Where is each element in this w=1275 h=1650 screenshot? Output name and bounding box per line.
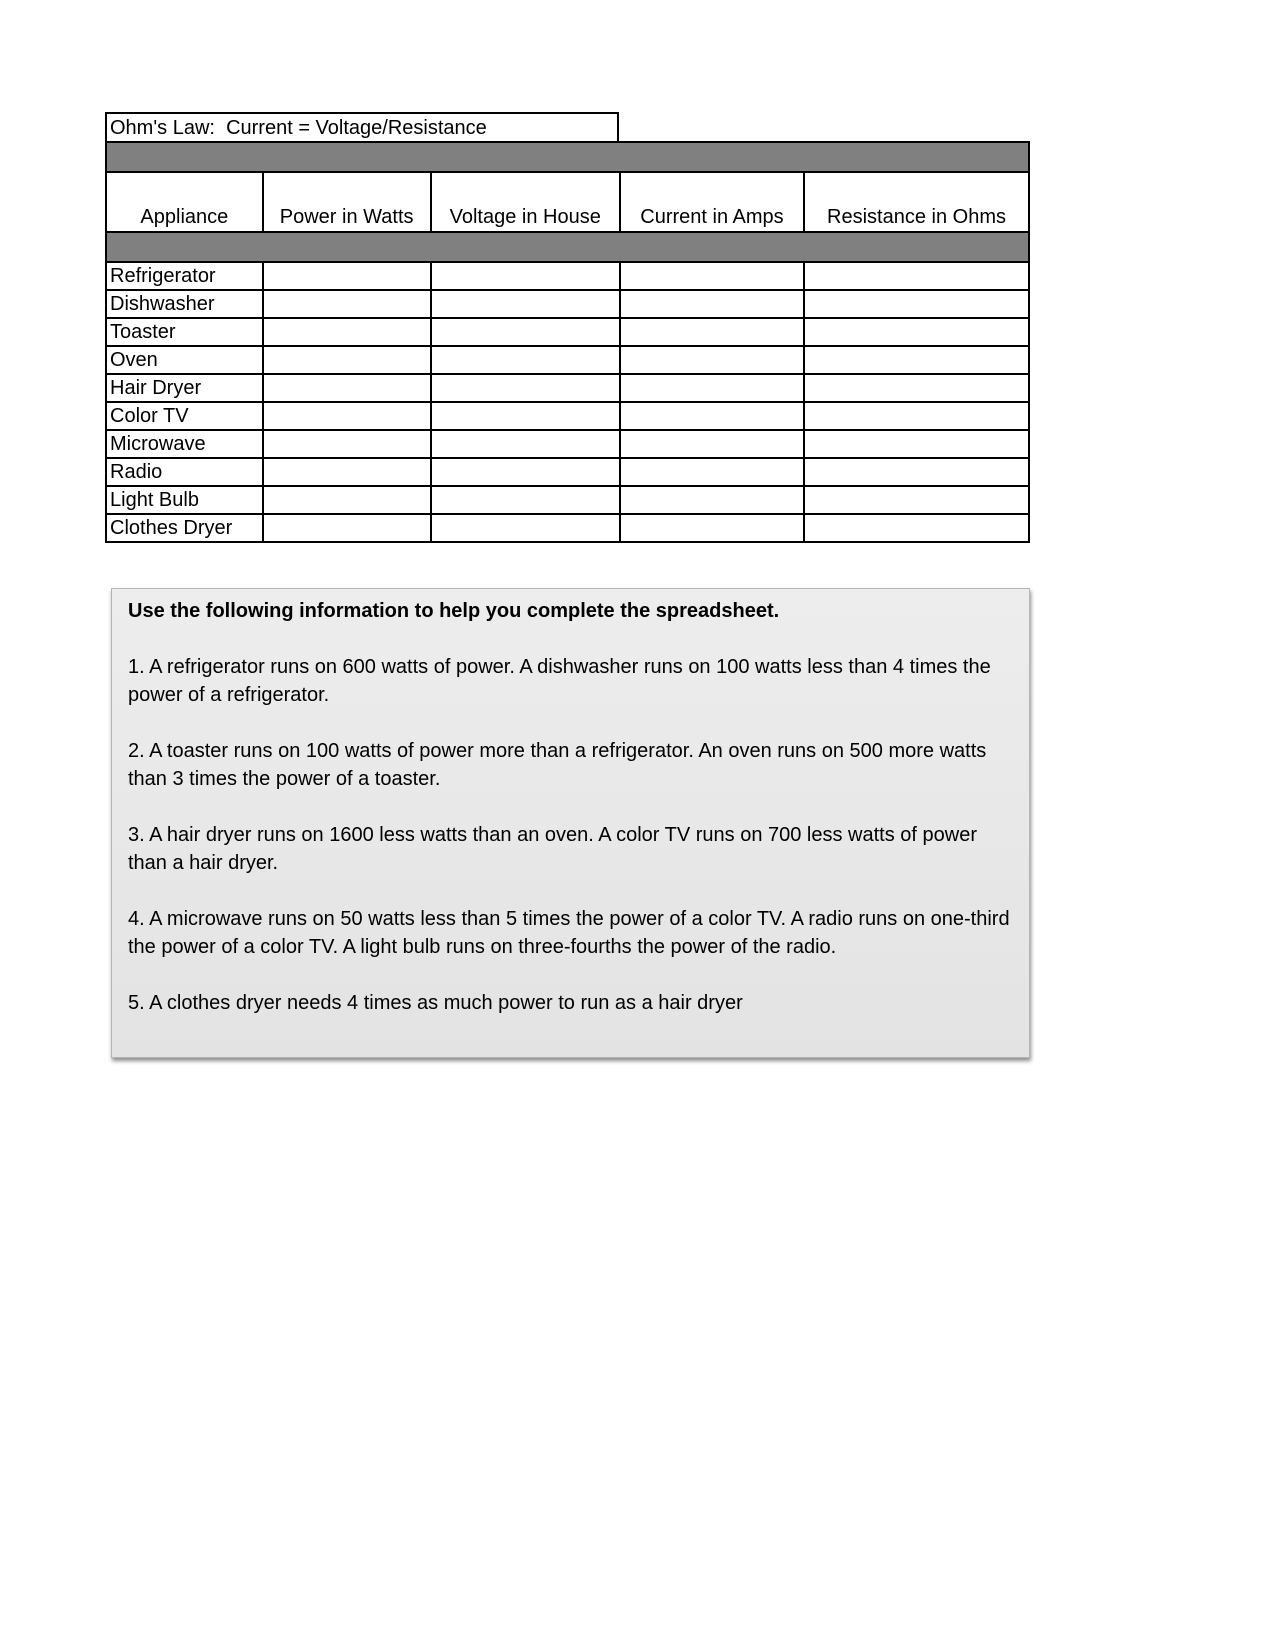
appliance-cell: Radio [106,458,263,486]
power-cell[interactable] [263,318,431,346]
current-cell[interactable] [620,346,804,374]
instruction-item: 1. A refrigerator runs on 600 watts of power. A dishwasher runs on 100 watts less than 4 times the power of a refrigerator. [128,656,991,706]
instructions-heading: Use the following information to help you complete the spreadsheet. [128,600,780,622]
current-cell[interactable] [620,374,804,402]
instruction-item: 3. A hair dryer runs on 1600 less watts than an oven. A color TV runs on 700 less watts of power than a hair dryer. [128,824,978,874]
gray-band [106,142,1029,172]
table-row [106,290,1029,318]
resistance-cell[interactable] [804,458,1029,486]
current-cell[interactable] [620,402,804,430]
appliance-cell: Hair Dryer [106,374,263,402]
voltage-cell[interactable] [431,430,620,458]
resistance-cell[interactable] [804,402,1029,430]
resistance-cell[interactable] [804,318,1029,346]
power-cell[interactable] [263,262,431,290]
appliance-cell: Toaster [106,318,263,346]
appliance-cell: Light Bulb [106,486,263,514]
appliance-cell: Dishwasher [106,290,263,318]
power-cell[interactable] [263,486,431,514]
current-cell[interactable] [620,486,804,514]
voltage-cell[interactable] [431,346,620,374]
table-row [106,346,1029,374]
column-header-row [106,172,1029,232]
appliance-cell: Color TV [106,402,263,430]
instruction-item: 2. A toaster runs on 100 watts of power more than a refrigerator. An oven runs on 500 more watts than 3 times the power of a toaster. [128,740,987,790]
voltage-cell[interactable] [431,318,620,346]
resistance-cell[interactable] [804,486,1029,514]
resistance-cell[interactable] [804,374,1029,402]
power-cell[interactable] [263,402,431,430]
ohms-law-table [105,141,1030,543]
header-band-top [106,142,1029,172]
current-cell[interactable] [620,262,804,290]
current-cell[interactable] [620,514,804,542]
column-header-current: Current in Amps [620,172,804,232]
instruction-item: 5. A clothes dryer needs 4 times as much power to run as a hair dryer [128,992,743,1014]
current-cell[interactable] [620,458,804,486]
voltage-cell[interactable] [431,402,620,430]
appliance-cell: Refrigerator [106,262,263,290]
instruction-item: 4. A microwave runs on 50 watts less than 5 times the power of a color TV. A radio runs on one-third the power of a color TV. A light bulb runs on three-fourths the power of the radio. [128,908,1010,958]
table-row [106,262,1029,290]
resistance-cell[interactable] [804,262,1029,290]
resistance-cell[interactable] [804,346,1029,374]
power-cell[interactable] [263,514,431,542]
voltage-cell[interactable] [431,458,620,486]
column-header-power: Power in Watts [263,172,431,232]
table-row [106,318,1029,346]
instructions-textbox [111,588,1030,1058]
table-row [106,402,1029,430]
resistance-cell[interactable] [804,290,1029,318]
table-row [106,486,1029,514]
appliance-cell: Microwave [106,430,263,458]
voltage-cell[interactable] [431,514,620,542]
appliance-cell: Clothes Dryer [106,514,263,542]
voltage-cell[interactable] [431,374,620,402]
voltage-cell[interactable] [431,262,620,290]
power-cell[interactable] [263,374,431,402]
resistance-cell[interactable] [804,514,1029,542]
column-header-voltage: Voltage in House [431,172,620,232]
table-row [106,458,1029,486]
gray-band [106,232,1029,262]
resistance-cell[interactable] [804,430,1029,458]
power-cell[interactable] [263,430,431,458]
power-cell[interactable] [263,346,431,374]
voltage-cell[interactable] [431,486,620,514]
current-cell[interactable] [620,430,804,458]
voltage-cell[interactable] [431,290,620,318]
sheet-title: Ohm's Law: Current = Voltage/Resistance [105,112,619,142]
table-row [106,430,1029,458]
column-header-resistance: Resistance in Ohms [804,172,1029,232]
power-cell[interactable] [263,290,431,318]
power-cell[interactable] [263,458,431,486]
table-row [106,514,1029,542]
appliance-cell: Oven [106,346,263,374]
current-cell[interactable] [620,318,804,346]
column-header-appliance: Appliance [106,172,263,232]
current-cell[interactable] [620,290,804,318]
header-band-bottom [106,232,1029,262]
table-row [106,374,1029,402]
